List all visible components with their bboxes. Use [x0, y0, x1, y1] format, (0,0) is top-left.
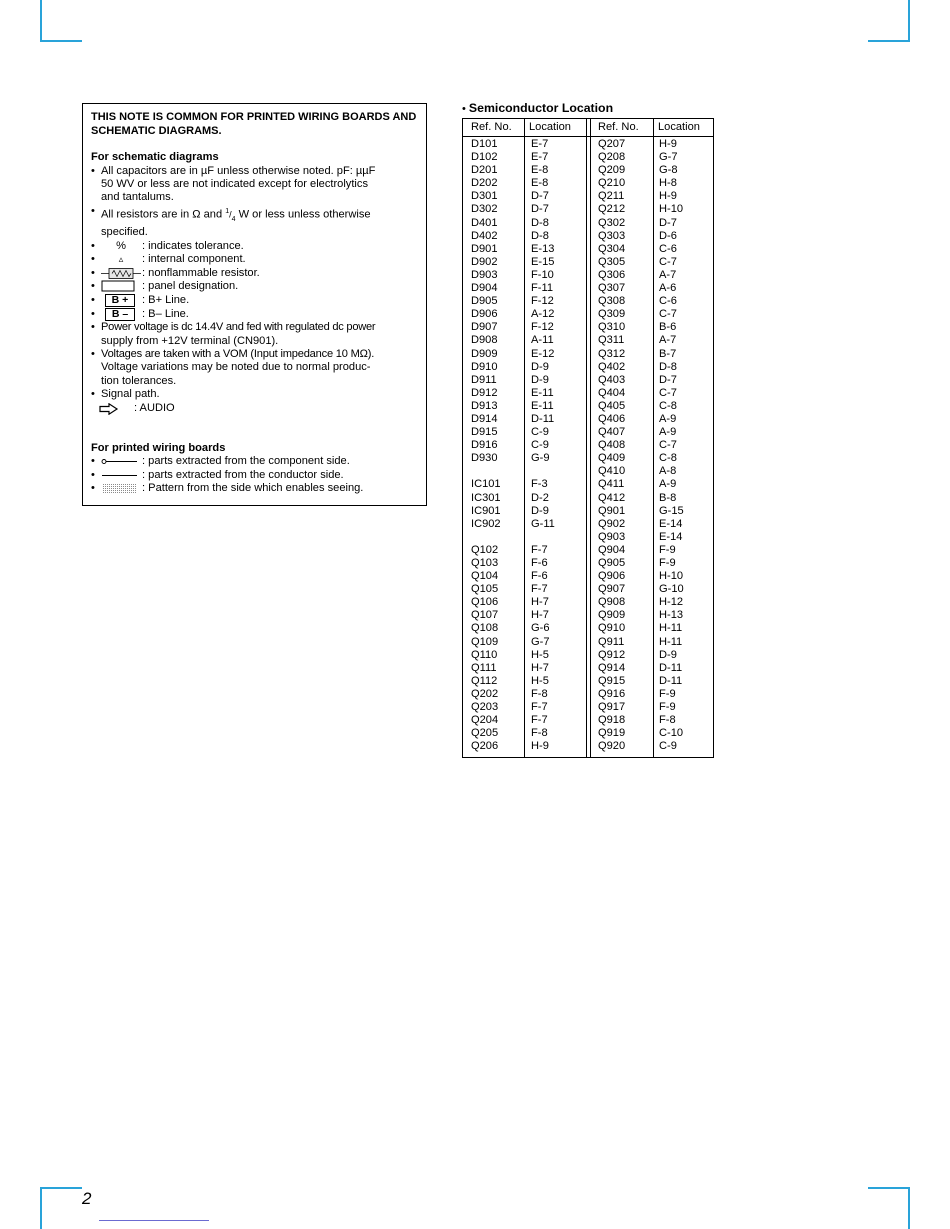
- table-cell: Q409: [598, 452, 626, 465]
- table-cell: A-12: [531, 308, 555, 321]
- table-cell: F-7: [531, 583, 548, 596]
- table-cell: F-10: [531, 268, 554, 281]
- cap-line-3: and tantalums.: [101, 191, 174, 204]
- table-cell: C-8: [659, 452, 677, 465]
- power-line-1: • Power voltage is dc 14.4V and fed with regulated dc power: [101, 321, 376, 334]
- table-cell: Q911: [598, 635, 625, 648]
- table-cell: D-11: [659, 674, 683, 687]
- table-cell: Q920: [598, 740, 626, 753]
- internal-row: [91, 253, 418, 267]
- table-cell: E-14: [659, 517, 683, 530]
- table-cell: D402: [471, 229, 498, 242]
- pwb-row-1: [91, 455, 418, 469]
- right-ref-column: [598, 138, 625, 753]
- table-cell: Q104: [471, 570, 499, 583]
- table-cell: Q910: [598, 622, 626, 635]
- cap-line-2: 50 WV or less are not indicated except for electrolytics: [101, 178, 368, 190]
- table-cell: D904: [471, 282, 498, 295]
- table-cell: H-5: [531, 648, 549, 661]
- table-cell: H-10: [659, 570, 684, 583]
- table-cell: Q205: [471, 727, 499, 740]
- table-cell: F-9: [659, 557, 676, 569]
- table-cell: D-7: [659, 216, 677, 229]
- header-location-right: Location: [658, 121, 700, 133]
- table-cell: D102: [471, 151, 498, 164]
- table-cell: Q202: [471, 687, 499, 700]
- table-cell: Q909: [598, 609, 626, 622]
- table-cell: F-12: [531, 295, 554, 308]
- arrow-right-icon: [99, 403, 119, 419]
- res-text-a: All resistors are in Ω and: [101, 208, 226, 221]
- table-cell: Q410: [598, 465, 626, 478]
- table-cell: H-12: [659, 596, 684, 609]
- bminus-text: : B– Line.: [142, 307, 189, 320]
- table-cell: C-8: [659, 399, 677, 412]
- table-cell: Q918: [598, 714, 626, 727]
- table-cell: D901: [471, 242, 498, 255]
- table-cell: F-8: [659, 714, 676, 727]
- nonflammable-text: • : nonflammable resistor.: [142, 266, 260, 279]
- table-cell: G-9: [531, 452, 550, 465]
- pwb-item-3: • : Pattern from the side which enables seeing.: [142, 482, 364, 495]
- table-cell: B-6: [659, 321, 677, 334]
- table-cell: D301: [471, 190, 498, 203]
- table-cell: Q204: [471, 714, 499, 727]
- table-cell: C-7: [659, 308, 677, 321]
- component-side-line-icon: [101, 455, 141, 468]
- capacitor-note: [91, 165, 418, 205]
- table-cell: D916: [471, 439, 498, 452]
- pwb-item-1: • : parts extracted from the component side.: [142, 454, 350, 467]
- table-cell: F-9: [659, 543, 676, 556]
- table-cell: F-7: [531, 543, 548, 556]
- table-cell: Q103: [471, 557, 499, 569]
- panel-text: • : panel designation.: [142, 280, 239, 293]
- table-cell: Q915: [598, 674, 626, 687]
- crop-mark-bottom-left-v: [40, 1187, 42, 1229]
- table-cell: F-8: [531, 727, 548, 740]
- table-cell: E-14: [659, 530, 683, 543]
- volt-line-1: • Voltages are taken with a VOM (Input impedance 10 MΩ).: [101, 347, 375, 360]
- table-cell: H-9: [659, 138, 677, 150]
- divider-line: [586, 119, 587, 757]
- table-cell: Q404: [598, 386, 626, 399]
- semiconductor-title-text: Semiconductor Location: [468, 101, 614, 115]
- table-cell: A-11: [531, 334, 554, 347]
- table-cell: Q903: [598, 530, 626, 543]
- crop-mark-bottom-right-h: [868, 1187, 910, 1189]
- table-cell: A-7: [659, 334, 677, 347]
- table-cell: Q912: [598, 648, 626, 661]
- table-cell: F-7: [531, 714, 548, 727]
- table-cell: D-7: [531, 190, 549, 203]
- volt-line-2: Voltage variations may be noted due to normal produc-: [101, 361, 371, 374]
- table-cell: Q208: [598, 151, 626, 164]
- table-cell: C-9: [531, 439, 549, 452]
- table-cell: Q905: [598, 557, 626, 569]
- table-cell: G-15: [659, 504, 684, 517]
- table-cell: F-6: [531, 570, 548, 583]
- table-cell: C-6: [659, 242, 677, 255]
- res-text-b: W or less unless otherwise: [235, 208, 371, 221]
- table-cell: Q306: [598, 268, 626, 281]
- table-cell: D202: [471, 177, 498, 190]
- crop-mark-bottom-right-v: [908, 1187, 910, 1229]
- table-cell: G-6: [531, 622, 550, 635]
- power-line-2: supply from +12V terminal (CN901).: [101, 334, 279, 347]
- panel-designation-icon: [101, 280, 141, 293]
- tolerance-row: [91, 240, 418, 254]
- res-line-1: • All resistors are in Ω and $^1/_4$ W or less unless otherwise: [101, 207, 371, 223]
- table-cell: D-9: [659, 648, 677, 661]
- table-cell: G-7: [531, 635, 550, 648]
- table-cell: B-8: [659, 491, 677, 504]
- table-cell: G-7: [659, 151, 678, 164]
- table-cell: E-8: [531, 177, 549, 190]
- table-cell: Q309: [598, 308, 626, 321]
- table-cell: C-6: [659, 295, 677, 308]
- table-cell: Q310: [598, 321, 626, 334]
- table-cell: D913: [471, 399, 498, 412]
- table-cell: E-13: [531, 242, 555, 255]
- table-cell: C-10: [659, 727, 684, 740]
- table-cell: H-11: [659, 622, 683, 635]
- conductor-side-line-icon: [101, 469, 141, 482]
- header-ref-no-left: Ref. No.: [471, 121, 512, 133]
- table-cell: Q305: [598, 255, 626, 268]
- table-cell: IC901: [471, 504, 501, 517]
- table-cell: D-2: [531, 491, 549, 504]
- table-cell: C-9: [531, 426, 549, 439]
- tolerance-text: : indicates tolerance.: [142, 239, 244, 252]
- nonflammable-row: [91, 267, 418, 281]
- table-cell: D914: [471, 412, 498, 425]
- table-cell: Q901: [598, 504, 626, 517]
- triangle-icon: • ▵: [118, 254, 124, 265]
- table-cell: F-7: [531, 701, 548, 714]
- table-cell: D401: [471, 216, 498, 229]
- table-cell: F-11: [531, 282, 553, 295]
- table-cell: D909: [471, 347, 498, 360]
- semiconductor-title: [462, 101, 613, 115]
- panel-row: [91, 280, 418, 294]
- table-cell: Q916: [598, 687, 626, 700]
- table-cell: G-8: [659, 164, 678, 177]
- table-cell: F-9: [659, 701, 676, 714]
- table-cell: Q902: [598, 517, 626, 530]
- table-cell: Q203: [471, 701, 499, 714]
- schematic-section-title: For schematic diagrams: [91, 151, 219, 164]
- table-cell: Q111: [471, 661, 497, 674]
- table-cell: E-11: [531, 386, 554, 399]
- table-cell: Q207: [598, 138, 626, 150]
- table-cell: Q206: [471, 740, 499, 753]
- table-cell: E-7: [531, 151, 549, 164]
- pwb-section-title: For printed wiring boards: [91, 441, 226, 454]
- table-cell: Q109: [471, 635, 499, 648]
- table-cell: F-6: [531, 557, 548, 569]
- header-rule: [463, 136, 713, 137]
- table-cell: H-13: [659, 609, 684, 622]
- table-cell: [531, 531, 555, 544]
- table-cell: A-7: [659, 268, 677, 281]
- table-cell: Q209: [598, 164, 626, 177]
- bplus-row: [91, 294, 418, 308]
- table-cell: Q907: [598, 583, 626, 596]
- semiconductor-table: [462, 118, 714, 758]
- table-cell: Q917: [598, 701, 626, 714]
- table-cell: D-7: [659, 373, 677, 386]
- table-cell: D-7: [531, 203, 549, 216]
- table-cell: Q102: [471, 543, 499, 556]
- bullet-icon: •: [462, 103, 469, 115]
- table-cell: [531, 465, 555, 478]
- table-cell: IC902: [471, 517, 501, 530]
- table-cell: F-8: [531, 687, 548, 700]
- table-cell: Q914: [598, 661, 626, 674]
- table-cell: D-8: [531, 229, 549, 242]
- table-cell: D-6: [659, 229, 677, 242]
- table-cell: D908: [471, 334, 498, 347]
- nonflammable-resistor-icon: [101, 267, 141, 280]
- crop-mark-top-right-v: [908, 0, 910, 42]
- table-cell: E-8: [531, 164, 549, 177]
- table-cell: A-9: [659, 478, 677, 491]
- divider-line: [590, 119, 591, 757]
- table-cell: D930: [471, 452, 498, 465]
- crop-mark-top-left-h: [40, 40, 82, 42]
- divider-line: [524, 119, 525, 757]
- res-frac-den: 4: [231, 215, 236, 223]
- note-heading: THIS NOTE IS COMMON FOR PRINTED WIRING BOARDS AND SCHEMATIC DIAGRAMS.: [91, 111, 417, 137]
- table-cell: Q406: [598, 412, 626, 425]
- table-cell: D912: [471, 386, 498, 399]
- res-frac-num: 1: [225, 207, 230, 215]
- table-cell: Q312: [598, 347, 626, 360]
- table-cell: Q906: [598, 570, 626, 583]
- table-cell: Q908: [598, 596, 626, 609]
- cap-line-1: • All capacitors are in µF unless otherwise noted. pF: µµF: [101, 164, 376, 177]
- table-cell: F-3: [531, 478, 548, 491]
- table-cell: Q405: [598, 399, 626, 412]
- table-cell: D-8: [659, 360, 677, 373]
- table-cell: H-10: [659, 203, 684, 216]
- table-cell: Q308: [598, 295, 626, 308]
- pwb-row-3: [91, 482, 418, 496]
- table-cell: Q107: [471, 609, 499, 622]
- voltage-note: [91, 348, 418, 388]
- table-cell: D-9: [531, 360, 549, 373]
- crop-mark-bottom-left-h: [40, 1187, 82, 1189]
- audio-row: [91, 402, 418, 416]
- table-cell: A-9: [659, 412, 677, 425]
- table-cell: Q412: [598, 491, 626, 504]
- table-cell: D-8: [531, 216, 549, 229]
- table-cell: D101: [471, 138, 498, 150]
- table-cell: D906: [471, 308, 498, 321]
- table-cell: Q303: [598, 229, 626, 242]
- table-cell: Q108: [471, 622, 499, 635]
- table-cell: Q307: [598, 282, 626, 295]
- volt-line-3: tion tolerances.: [101, 374, 177, 387]
- table-cell: C-9: [659, 740, 677, 753]
- table-cell: D905: [471, 295, 498, 308]
- table-cell: C-7: [659, 386, 677, 399]
- table-cell: D-11: [659, 661, 683, 674]
- table-cell: B-7: [659, 347, 677, 360]
- bottom-rule: [99, 1220, 209, 1221]
- table-cell: Q904: [598, 543, 626, 556]
- note-box: [82, 103, 427, 506]
- table-cell: D-11: [531, 412, 555, 425]
- table-cell: D910: [471, 360, 498, 373]
- table-cell: Q105: [471, 583, 499, 596]
- table-cell: Q408: [598, 439, 626, 452]
- table-cell: H-5: [531, 674, 549, 687]
- bplus-label: • B +: [105, 294, 135, 307]
- table-cell: Q403: [598, 373, 626, 386]
- table-cell: D-9: [531, 373, 549, 386]
- bminus-label: • B –: [105, 308, 135, 321]
- table-cell: C-7: [659, 255, 677, 268]
- table-cell: Q411: [598, 478, 625, 491]
- crop-mark-top-left-v: [40, 0, 42, 42]
- bplus-icon: [101, 294, 141, 307]
- table-cell: D-9: [531, 504, 549, 517]
- table-cell: Q106: [471, 596, 499, 609]
- internal-text: : internal component.: [142, 253, 246, 266]
- table-cell: Q407: [598, 426, 626, 439]
- crop-mark-top-right-h: [868, 40, 910, 42]
- resistor-note: [91, 205, 418, 240]
- table-cell: F-9: [659, 687, 676, 700]
- table-cell: E-7: [531, 138, 549, 150]
- divider-line: [653, 119, 654, 757]
- page-number: 2: [82, 1189, 92, 1208]
- power-note: [91, 321, 418, 348]
- table-cell: Q402: [598, 360, 626, 373]
- table-cell: [471, 531, 501, 544]
- table-cell: Q210: [598, 177, 626, 190]
- table-cell: A-6: [659, 282, 677, 295]
- pwb-row-2: [91, 469, 418, 483]
- bminus-row: [91, 308, 418, 322]
- audio-text: : AUDIO: [134, 401, 175, 414]
- table-cell: H-7: [531, 609, 549, 622]
- table-cell: A-8: [659, 465, 677, 478]
- left-ref-column: [471, 138, 501, 753]
- signal-path-note: • Signal path.: [91, 388, 418, 401]
- table-cell: E-15: [531, 255, 555, 268]
- percent-symbol: • %: [116, 239, 126, 252]
- table-cell: D903: [471, 268, 498, 281]
- table-cell: G-11: [531, 517, 555, 530]
- table-cell: H-11: [659, 635, 683, 648]
- table-cell: Q212: [598, 203, 626, 216]
- table-cell: Q919: [598, 727, 626, 740]
- table-cell: Q112: [471, 674, 498, 687]
- table-cell: F-12: [531, 321, 554, 334]
- table-cell: Q304: [598, 242, 626, 255]
- table-cell: IC301: [471, 491, 501, 504]
- table-cell: Q311: [598, 334, 625, 347]
- table-cell: [471, 465, 501, 478]
- table-cell: G-10: [659, 583, 684, 596]
- bminus-icon: [101, 308, 141, 321]
- table-cell: H-9: [531, 740, 549, 753]
- table-cell: Q110: [471, 648, 498, 661]
- table-cell: D915: [471, 426, 498, 439]
- table-cell: IC101: [471, 478, 501, 491]
- table-cell: C-7: [659, 439, 677, 452]
- left-location-column: [531, 138, 555, 753]
- table-cell: D907: [471, 321, 498, 334]
- table-cell: H-8: [659, 177, 677, 190]
- table-cell: Q302: [598, 216, 626, 229]
- table-cell: E-12: [531, 347, 555, 360]
- pattern-swatch-icon: [101, 482, 141, 495]
- table-cell: D902: [471, 255, 498, 268]
- table-cell: A-9: [659, 426, 677, 439]
- table-cell: D201: [471, 164, 498, 177]
- res-line-2: specified.: [101, 226, 148, 239]
- table-cell: E-11: [531, 399, 554, 412]
- right-location-column: [659, 138, 684, 753]
- pwb-item-2: • : parts extracted from the conductor side.: [142, 468, 344, 481]
- header-location-left: Location: [529, 121, 571, 133]
- bplus-text: : B+ Line.: [142, 293, 190, 306]
- table-cell: H-9: [659, 190, 677, 203]
- table-cell: D302: [471, 203, 498, 216]
- table-cell: H-7: [531, 661, 549, 674]
- table-cell: Q211: [598, 190, 625, 203]
- header-ref-no-right: Ref. No.: [598, 121, 639, 133]
- table-cell: D911: [471, 373, 497, 386]
- table-cell: H-7: [531, 596, 549, 609]
